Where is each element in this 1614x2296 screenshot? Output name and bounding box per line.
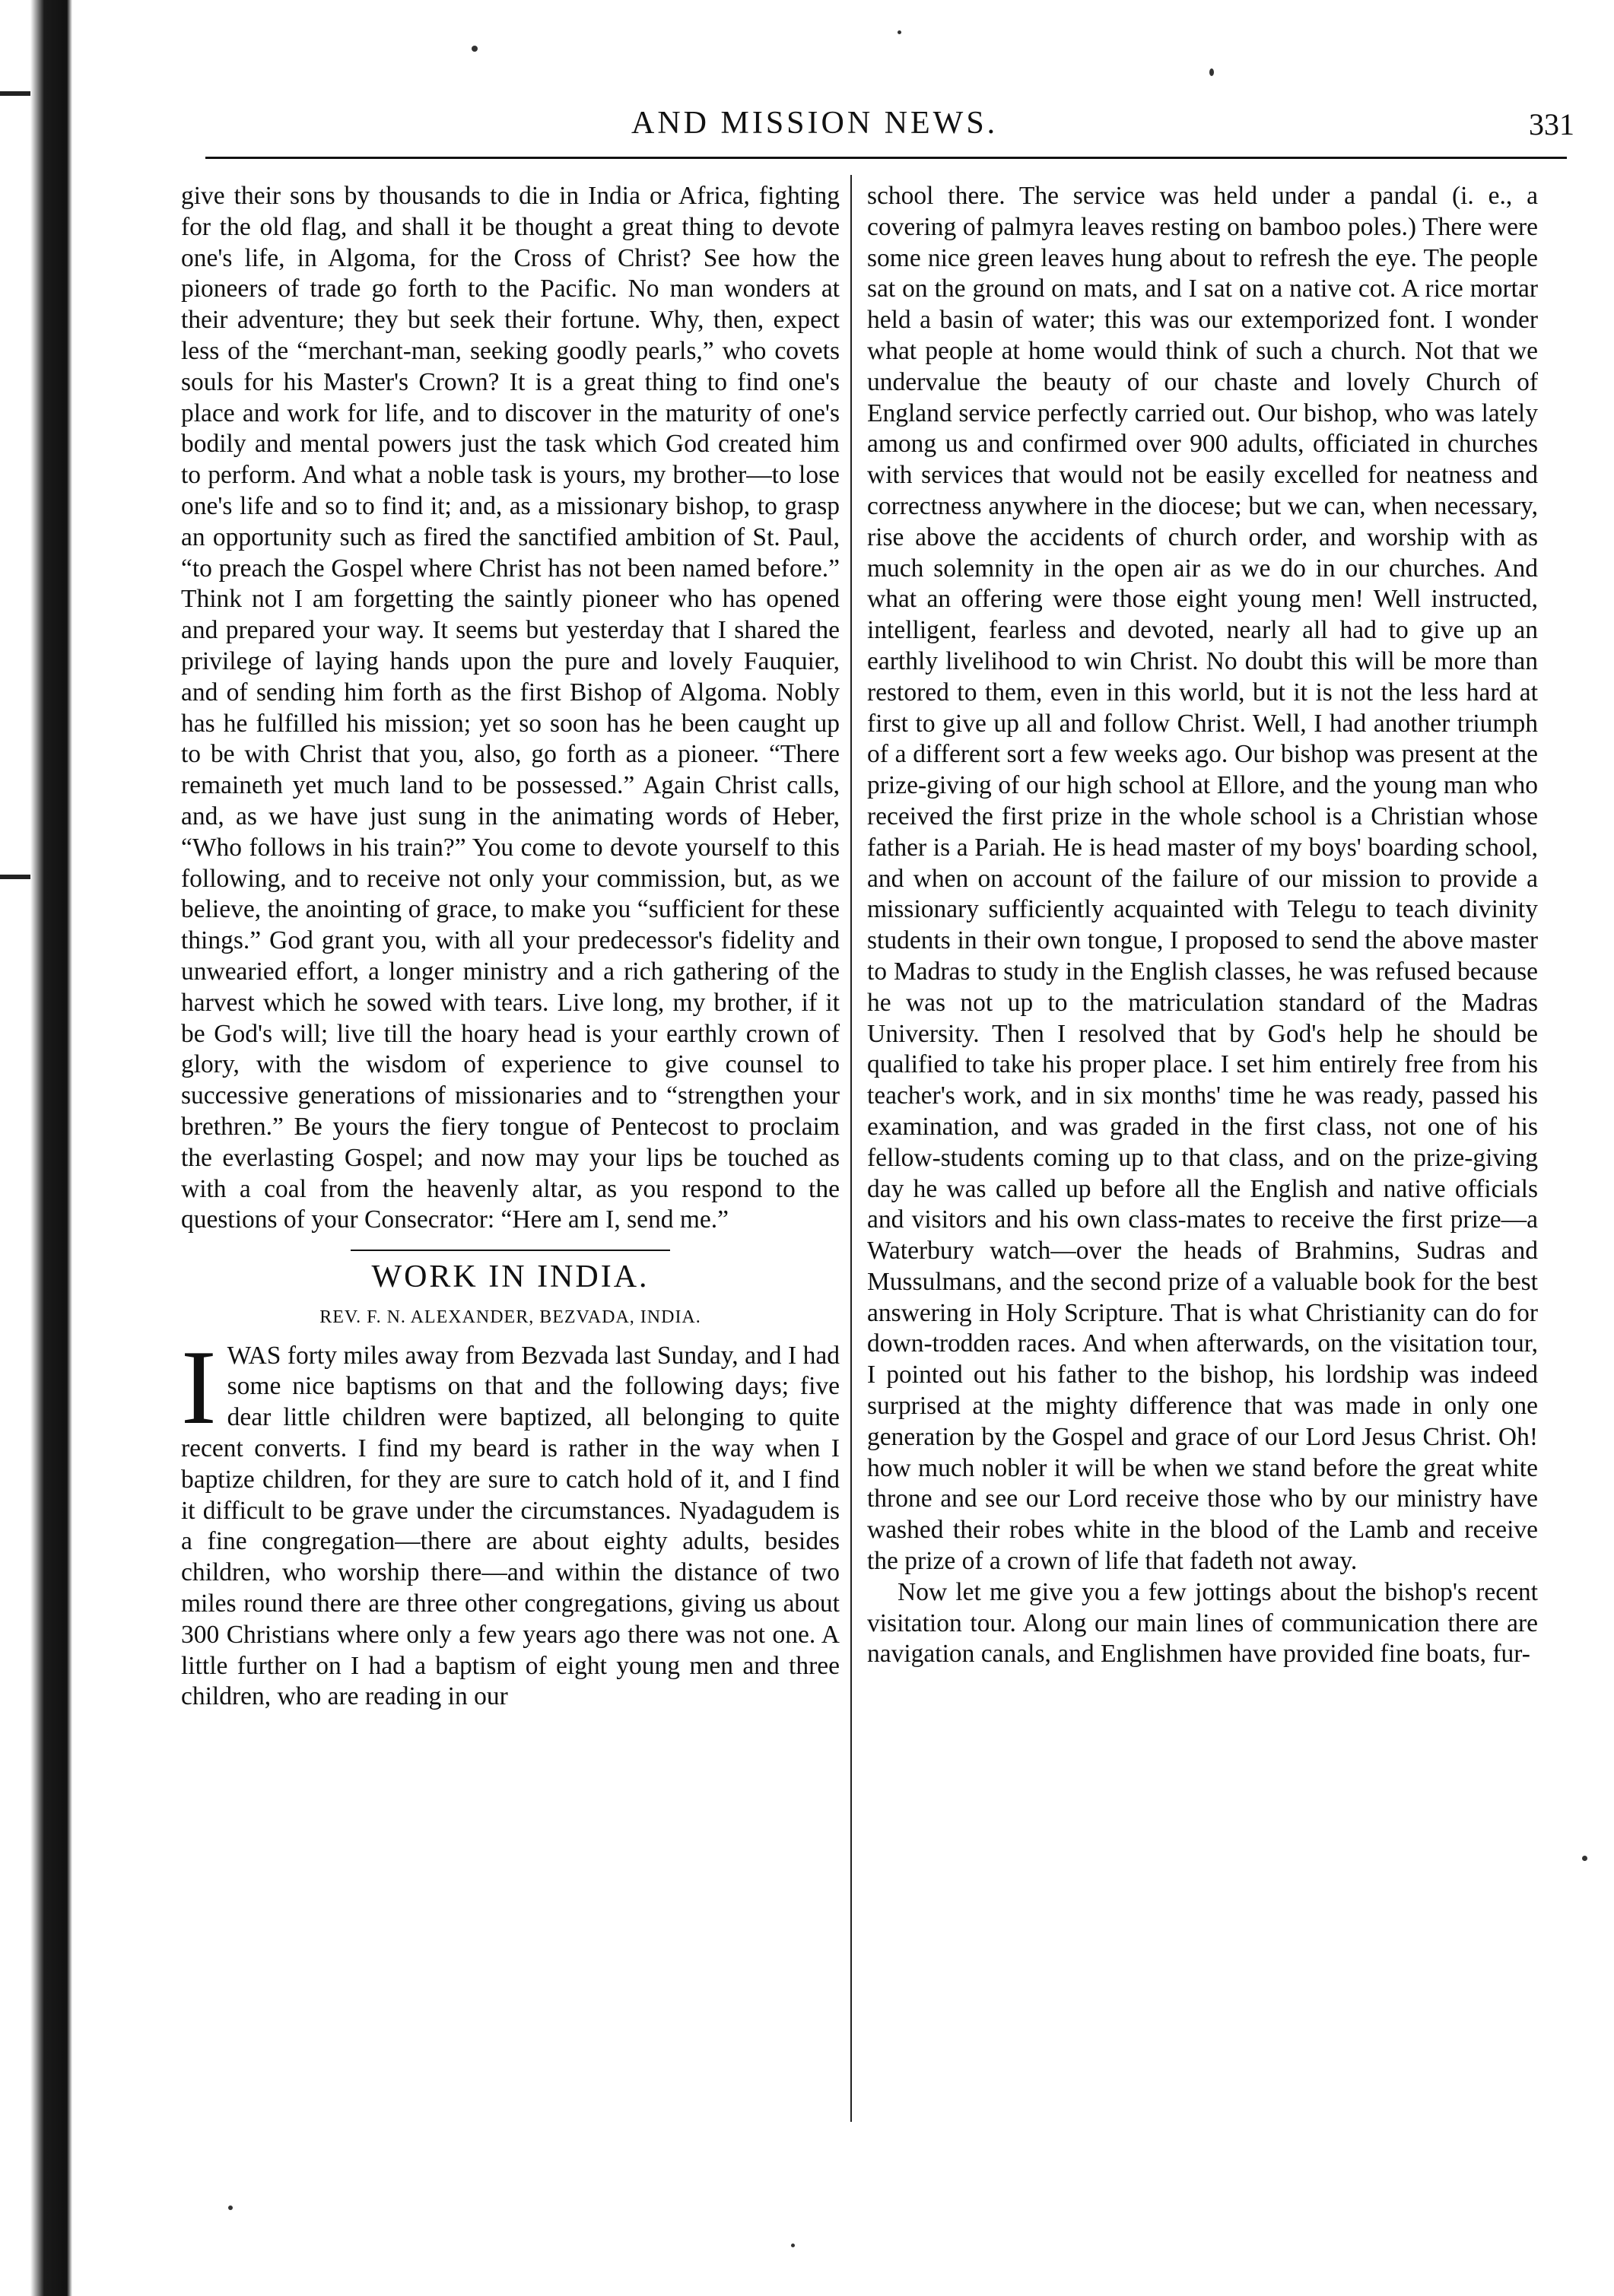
header-title: AND MISSION NEWS. [631,106,999,141]
byline: REV. F. N. ALEXANDER, BEZVADA, INDIA. [319,1307,701,1327]
print-speck [791,2244,795,2247]
section-divider [351,1250,670,1251]
print-speck [228,2205,233,2210]
section-text: WAS forty miles away from Bezvada last Sunday, and I had some nice baptisms on that and the following days; five dear little children were baptized, all belonging to quite recent converts. I find my beard is rather in the way when I baptize children, for they are sure to catch hold of it, and I find it difficult to be grave under the circumstances. Nyadagudem is a fine congregation—there are about eighty adults, besides children, who worship there—and within the distance of two miles round there are three other congregations, giving us about 300 Christians where only a few years ago there was not one. A little further on I had a baptism of eight young men and three children, who are reading in our [181,1341,840,1711]
column-divider [850,175,852,2122]
right-paragraph-1: school there. The service was held under a pandal (i. e., a covering of palmyra leaves resting on bamboo poles.) There were some nice green leaves hung about to refresh the eye. The people sat on the ground on mats, and I sat on a native cot. A rice mortar held a basin of water; this was our extemporized font. I wonder what people at home would think of such a church. Not that we undervalue the beauty of our chaste and lovely Church of England service perfectly carried out. Our bishop, who was lately among us and confirmed over 900 adults, officiated in churches with services that would not be easily excelled for neatness and correctness anywhere in the diocese; but we can, when necessary, rise above the accidents of church order, and worship with as much solemnity in the open air as we do in our churches. And what an offering were those eight young men! Well instructed, intelligent, fearless and devoted, nearly all had to give up an earthly livelihood to win Christ. No doubt this will be more than restored to them, even in this world, but it is not the less hard at first to give up all and follow Christ. Well, I had another triumph of a different sort a few weeks ago. Our bishop was present at the prize-giving of our high school at Ellore, and the young man who received the first prize in the whole school is a Christian whose father is a Pariah. He is head master of my boys' boarding school, and when on account of the failure of our mission to provide a missionary sufficiently acquainted with Telegu to teach divinity students in their own tongue, I proposed to send the above master to Madras to study in the English classes, he was refused because he was not up to the matriculation standard of the Madras University. Then I resolved that by God's help he should be qualified to take his proper place. I set him entirely free from his teacher's work, and in six months' time he was ready, passed his examination, and was graded in the first class, not one of his fellow-students coming up to that class, and on the prize-giving day he was called up before all the English and native officials and visitors and his own class-mates to receive the first prize—a Waterbury watch—over the heads of Brahmins, Sudras and Mussulmans, and the second prize of a valuable book for the best answering in Holy Scripture. That is what Christianity can do for down-trodden races. And when afterwards, on the visitation tour, I pointed out his father to the bishop, his lordship was indeed surprised at the mighty difference that was made in only one generation by the Gospel and grace of our Lord Jesus Christ. Oh! how much nobler it will be when we stand before the great white throne and see our Lord receive those who by our ministry have washed their robes white in the blood of the Lamb and receive the prize of a crown of life that fadeth not away. [867,182,1538,1576]
left-column [181,181,840,1713]
spine-mark [0,91,30,96]
running-header [205,105,1574,158]
spine-mark [0,875,30,879]
print-speck [1582,1856,1587,1861]
right-paragraph-2: Now let me give you a few jottings about the bishop's recent visitation tour. Along our main lines of communication there are navigation canals, and Englishmen have provided fine boats, fur- [867,1577,1538,1669]
right-column [867,181,1538,1670]
print-speck [898,30,901,34]
section-title: WORK IN INDIA. [371,1259,650,1295]
print-speck [1209,68,1214,76]
continued-paragraph: give their sons by thousands to die in India or Africa, fighting for the old flag, and shall it be thought a great thing to devote one's life, in Algoma, for the Cross of Christ? See how the pioneers of trade go forth to the Pacific. No man wonders at their adventure; they but seek their fortune. Why, then, expect less of the “merchant-man, seeking goodly pearls,” who covets souls for his Master's Crown? It is a great thing to find one's place and work for life, and to discover in the maturity of one's bodily and mental powers just the task which God created him to perform. And what a noble task is yours, my brother—to lose one's life and so to find it; and, as a missionary bishop, to grasp an opportunity such as fired the sanctified ambition of St. Paul, “to preach the Gospel where Christ has not been named before.” Think not I am forgetting the saintly pioneer who has opened and prepared your way. It seems but yesterday that I shared the privilege of laying hands upon the pure and lovely Fauquier, and of sending him forth as the first Bishop of Algoma. Nobly has he fulfilled his mission; yet so soon has he been caught up to be with Christ that you, also, go forth as a pioneer. “There remaineth yet much land to be possessed.” Again Christ calls, and, as we have just sung in the animating words of Heber, “Who follows in his train?” You come to devote yourself to this following, and to receive not only your commission, but, as we believe, the anointing of grace, to make you “sufficient for these things.” God grant you, with all your predecessor's fidelity and unwearied effort, a longer ministry and a rich gathering of the harvest which he sowed with tears. Live long, my brother, if it be God's will; live till the hoary head is your earthly crown of glory, with the wisdom of experience to give counsel to successive generations of missionaries and to “strengthen your brethren.” Be yours the fiery tongue of Pentecost to proclaim the everlasting Gospel; and now may your lips be touched as with a coal from the heavenly altar, as you respond to the questions of your Consecrator: “Here am I, send me.” [181,182,840,1234]
book-spine-shadow [0,0,72,2296]
page-number: 331 [1529,107,1574,141]
section-paragraph [181,1328,840,1713]
drop-cap: I [181,1328,217,1447]
print-speck [472,46,478,52]
header-rule [205,157,1567,159]
